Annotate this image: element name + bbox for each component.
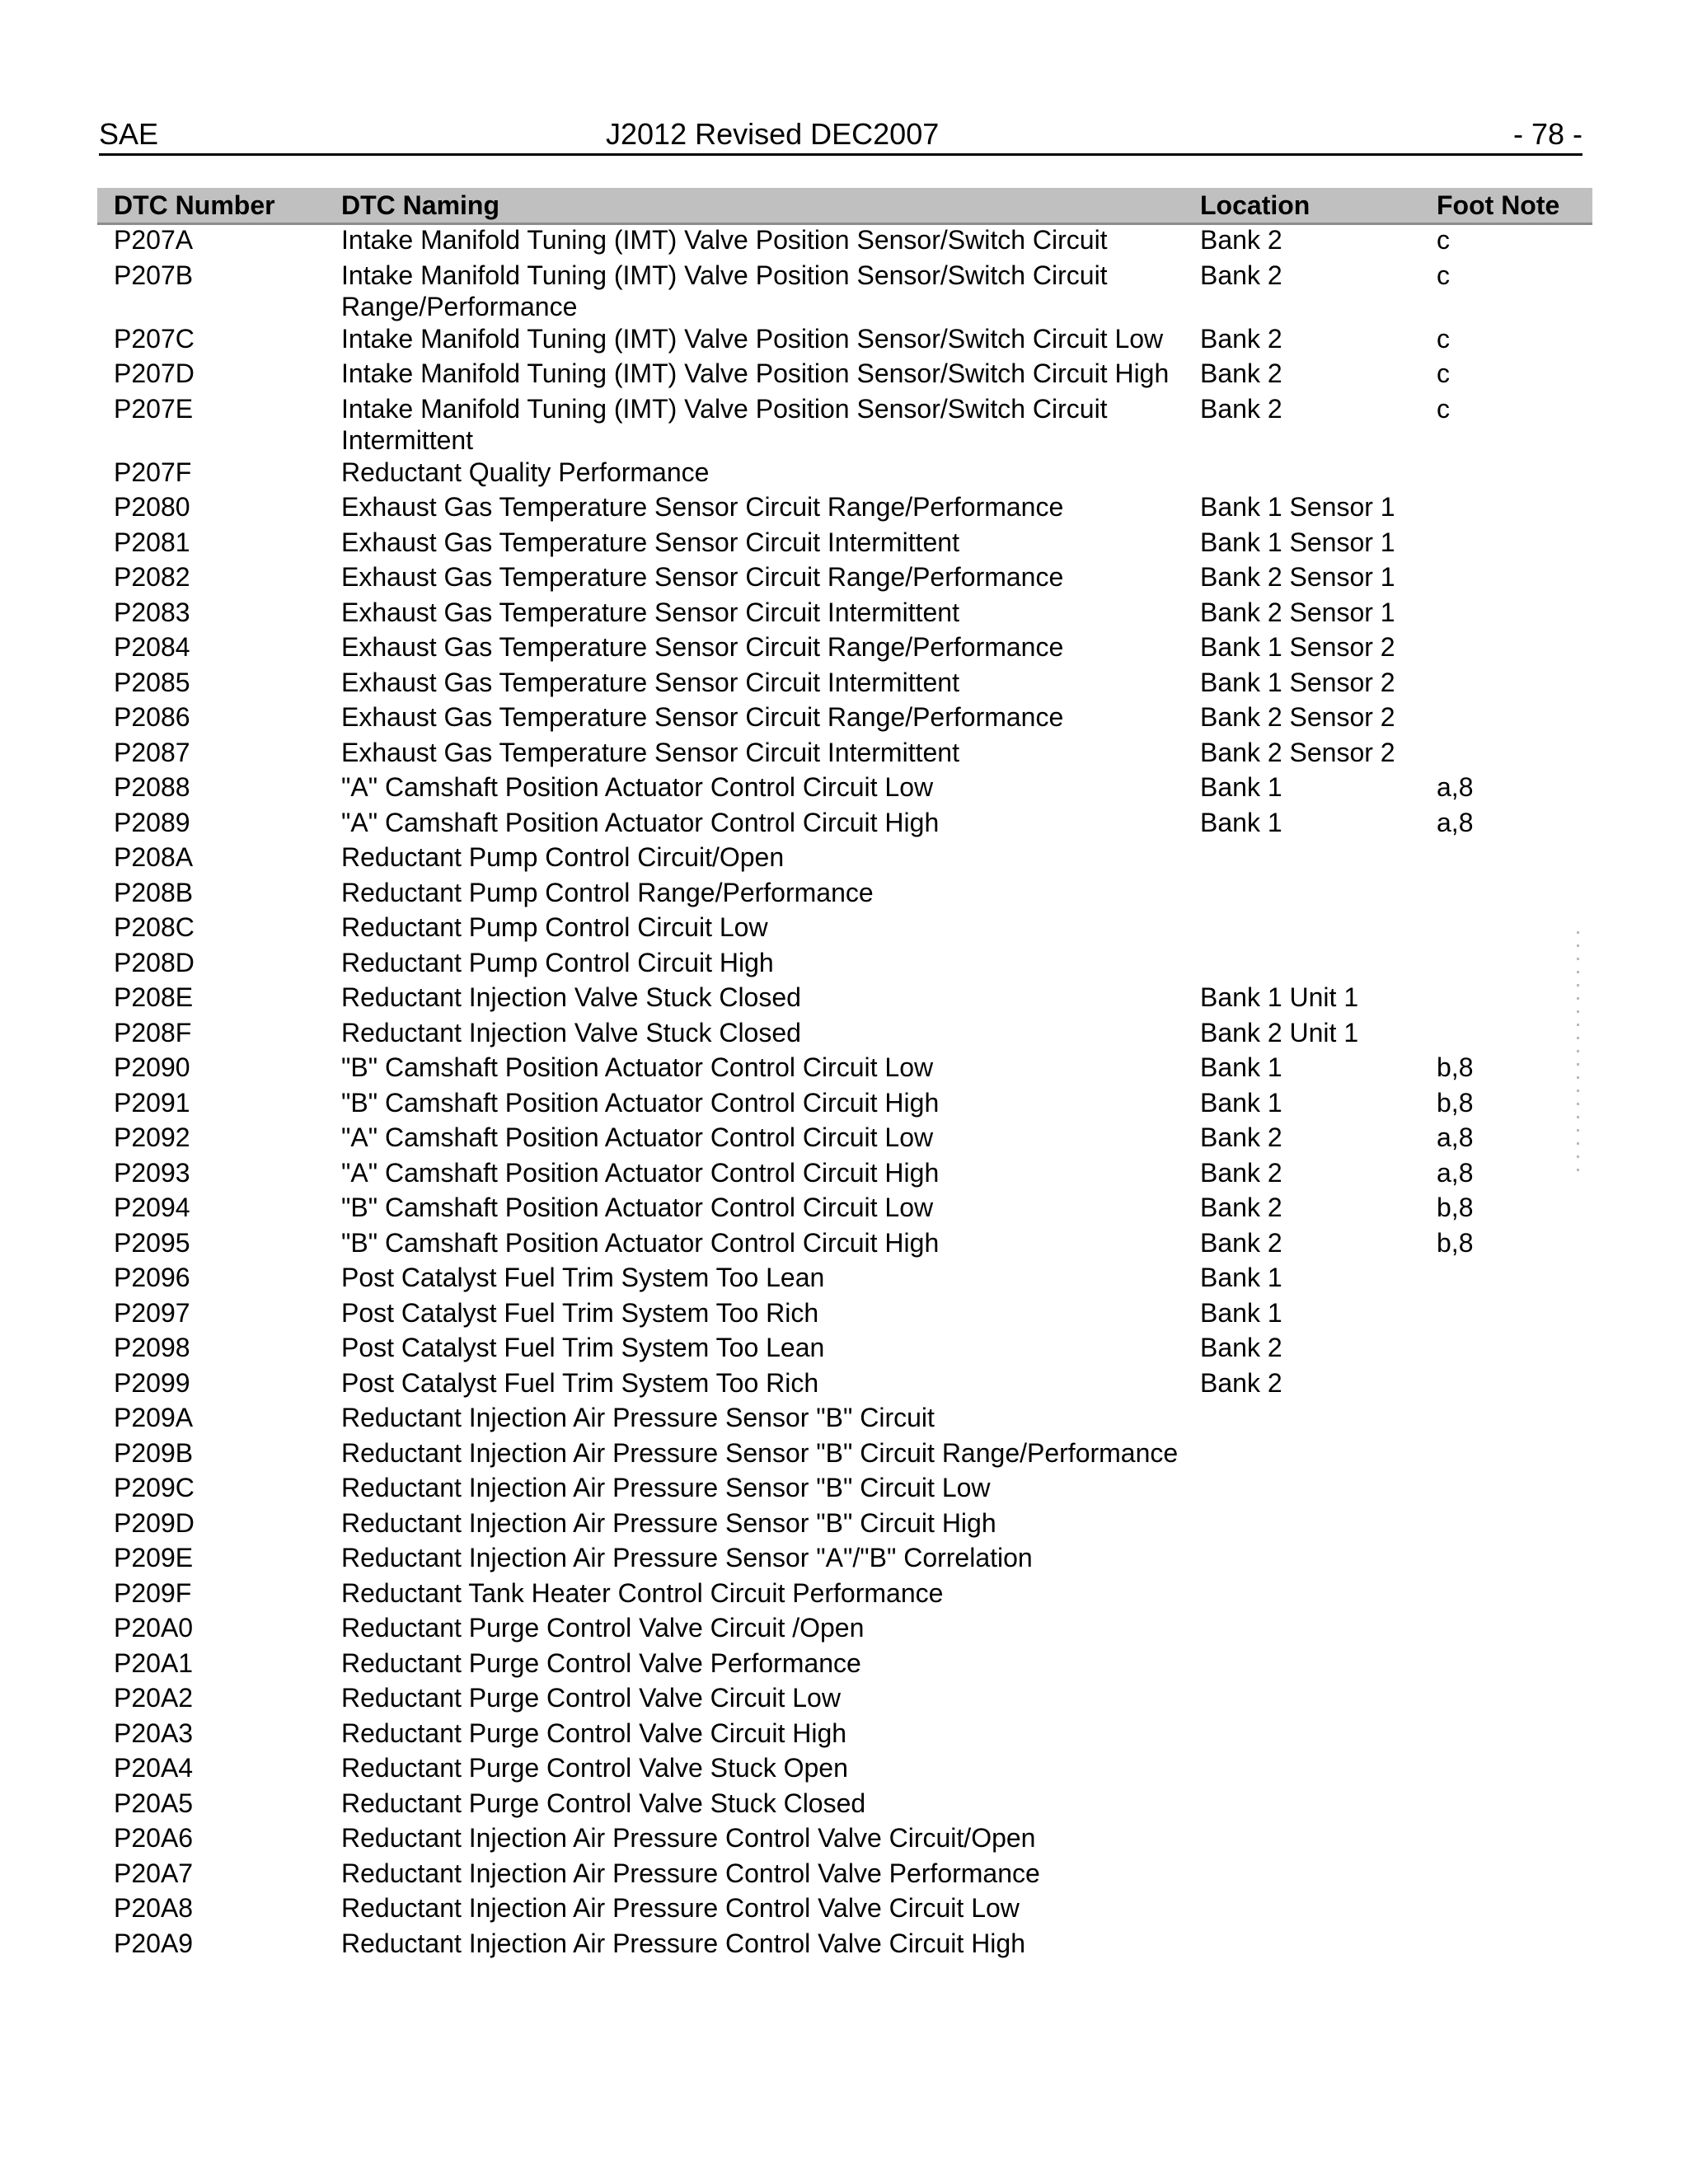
dtc-name: Reductant Injection Valve Stuck Closed: [341, 982, 801, 1012]
dtc-location: Bank 1 Sensor 1: [1200, 492, 1395, 522]
table-row: [97, 1788, 1592, 1823]
dtc-location: Bank 1 Sensor 1: [1200, 527, 1395, 557]
dtc-name: Post Catalyst Fuel Trim System Too Lean: [341, 1333, 825, 1362]
table-row: [97, 1577, 1592, 1613]
dtc-location: Bank 2 Sensor 1: [1200, 597, 1395, 627]
dtc-name: Reductant Injection Valve Stuck Closed: [341, 1017, 801, 1047]
dtc-location: Bank 2 Sensor 2: [1200, 702, 1395, 732]
dtc-code: P20A5: [114, 1788, 194, 1818]
dtc-footnote: c: [1437, 393, 1450, 424]
dtc-name: "A" Camshaft Position Actuator Control Circuit Low: [341, 1122, 934, 1152]
dtc-name: "B" Camshaft Position Actuator Control Circuit High: [341, 1087, 940, 1118]
table-row: [97, 1647, 1592, 1683]
dtc-code: P207C: [114, 323, 195, 354]
dtc-location: Bank 2: [1200, 225, 1282, 255]
dtc-name: Reductant Injection Air Pressure Sensor "B" Circuit Range/Performance: [341, 1437, 1179, 1468]
dtc-code: P2089: [114, 807, 190, 837]
dtc-code: P208E: [114, 982, 194, 1012]
dtc-name: Exhaust Gas Temperature Sensor Circuit Range/Performance: [341, 702, 1064, 732]
dtc-name: Reductant Tank Heater Control Circuit Performance: [341, 1577, 944, 1608]
table-row: [97, 1367, 1592, 1403]
table-row: [97, 701, 1592, 737]
dtc-location: Bank 1: [1200, 1263, 1282, 1292]
dtc-location: Bank 2: [1200, 1157, 1282, 1188]
dtc-name: Post Catalyst Fuel Trim System Too Rich: [341, 1297, 819, 1328]
dtc-code: P209E: [114, 1543, 194, 1572]
dtc-footnote: b,8: [1437, 1052, 1474, 1082]
dtc-footnote: b,8: [1437, 1193, 1474, 1222]
dtc-code: P209B: [114, 1437, 194, 1468]
table-row: [97, 1087, 1592, 1122]
dtc-footnote: a,8: [1437, 772, 1474, 802]
table-row: [97, 982, 1592, 1017]
table-row: [97, 1157, 1592, 1193]
table-row: [97, 1822, 1592, 1858]
dtc-code: P2086: [114, 702, 190, 732]
dtc-code: P2084: [114, 632, 190, 662]
dtc-name: Intake Manifold Tuning (IMT) Valve Position Sensor/Switch Circuit: [341, 225, 1108, 255]
dtc-footnote: c: [1437, 323, 1450, 354]
dtc-name: Reductant Purge Control Valve Circuit Low: [341, 1683, 841, 1713]
table-row: [97, 1542, 1592, 1577]
dtc-code: P20A8: [114, 1893, 194, 1923]
table-row: [97, 737, 1592, 772]
table-row: [97, 393, 1592, 457]
dtc-code: P2093: [114, 1157, 190, 1188]
table-row: [97, 527, 1592, 562]
dtc-location: Bank 2: [1200, 393, 1282, 424]
dtc-code: P208D: [114, 947, 195, 977]
dtc-name: Exhaust Gas Temperature Sensor Circuit Intermittent: [341, 667, 959, 697]
dtc-code: P2088: [114, 772, 190, 802]
table-row: [97, 1227, 1592, 1263]
dtc-code: P207A: [114, 225, 194, 255]
dtc-code: P2087: [114, 737, 190, 767]
dtc-name: "A" Camshaft Position Actuator Control Circuit High: [341, 807, 940, 837]
dtc-name: Reductant Injection Air Pressure Control Valve Circuit Low: [341, 1893, 1020, 1923]
column-header-location: Location: [1200, 190, 1311, 220]
dtc-code: P20A1: [114, 1647, 194, 1678]
dtc-name: Reductant Injection Air Pressure Sensor "B" Circuit: [341, 1403, 935, 1432]
dtc-code: P2081: [114, 527, 190, 557]
dtc-name: "B" Camshaft Position Actuator Control Circuit Low: [341, 1052, 934, 1082]
table-row: [97, 1262, 1592, 1297]
dtc-code: P207E: [114, 393, 194, 424]
dtc-code: P2095: [114, 1227, 190, 1258]
dtc-name: Reductant Purge Control Valve Circuit High: [341, 1718, 847, 1748]
dtc-code: P2094: [114, 1193, 190, 1222]
dtc-name: Reductant Injection Air Pressure Control Valve Circuit High: [341, 1928, 1025, 1958]
dtc-location: Bank 1 Sensor 2: [1200, 632, 1395, 662]
table-row: [97, 260, 1592, 323]
dtc-code: P207B: [114, 260, 194, 290]
dtc-name: Reductant Pump Control Range/Performance: [341, 877, 874, 907]
table-row: [97, 912, 1592, 947]
dtc-name: Reductant Pump Control Circuit Low: [341, 912, 768, 942]
dtc-code: P20A6: [114, 1823, 194, 1853]
dtc-name: Exhaust Gas Temperature Sensor Circuit Range/Performance: [341, 492, 1064, 522]
dtc-location: Bank 1: [1200, 772, 1282, 802]
table-row: [97, 1332, 1592, 1367]
column-header-foot-note: Foot Note: [1437, 190, 1560, 220]
table-row: [97, 877, 1592, 912]
dtc-code: P2092: [114, 1122, 190, 1152]
dtc-name: Reductant Injection Air Pressure Sensor "B" Circuit Low: [341, 1473, 991, 1502]
dtc-location: Bank 1: [1200, 1087, 1282, 1118]
dtc-code: P209A: [114, 1403, 194, 1432]
dtc-footnote: a,8: [1437, 807, 1474, 837]
dtc-location: Bank 2 Sensor 2: [1200, 737, 1395, 767]
dtc-code: P20A3: [114, 1718, 194, 1748]
dtc-name: Reductant Purge Control Valve Stuck Open: [341, 1753, 848, 1783]
dtc-name: Reductant Purge Control Valve Stuck Closed: [341, 1788, 866, 1818]
page-header: [99, 115, 1582, 156]
table-row: [97, 1682, 1592, 1718]
dtc-name: Reductant Pump Control Circuit High: [341, 947, 774, 977]
dtc-name: "B" Camshaft Position Actuator Control Circuit High: [341, 1227, 940, 1258]
dtc-code: P2082: [114, 562, 190, 592]
dtc-location: Bank 2 Sensor 1: [1200, 562, 1395, 592]
dtc-location: Bank 1: [1200, 1052, 1282, 1082]
table-row: [97, 491, 1592, 527]
dtc-name: Exhaust Gas Temperature Sensor Circuit Range/Performance: [341, 632, 1064, 662]
header-page-number: - 78 -: [1512, 117, 1582, 151]
dtc-name: Exhaust Gas Temperature Sensor Circuit Intermittent: [341, 597, 959, 627]
dtc-location: Bank 2 Unit 1: [1200, 1017, 1359, 1047]
dtc-code: P2096: [114, 1263, 190, 1292]
table-row: [97, 1017, 1592, 1052]
table-row: [97, 358, 1592, 393]
dtc-name: Reductant Injection Air Pressure Sensor "A"/"B" Correlation: [341, 1543, 1033, 1572]
dtc-code: P207F: [114, 457, 192, 487]
dtc-code: P2097: [114, 1297, 190, 1328]
table-row: [97, 1402, 1592, 1437]
dtc-name: Post Catalyst Fuel Trim System Too Lean: [341, 1263, 825, 1292]
dtc-footnote: a,8: [1437, 1157, 1474, 1188]
dtc-location: Bank 2: [1200, 260, 1282, 290]
dtc-code: P207D: [114, 359, 195, 388]
dtc-code: P20A7: [114, 1858, 194, 1888]
dtc-code: P209C: [114, 1473, 195, 1502]
dtc-name: Exhaust Gas Temperature Sensor Circuit Intermittent: [341, 527, 959, 557]
dtc-name: Reductant Purge Control Valve Performance: [341, 1647, 861, 1678]
dtc-name: Reductant Quality Performance: [341, 457, 710, 487]
dtc-name: Reductant Injection Air Pressure Control Valve Circuit/Open: [341, 1823, 1036, 1853]
dtc-code: P208F: [114, 1017, 192, 1047]
dtc-code: P2080: [114, 492, 190, 522]
table-header: [97, 188, 1592, 225]
dtc-name: "A" Camshaft Position Actuator Control Circuit Low: [341, 772, 934, 802]
dtc-code: P208C: [114, 912, 195, 942]
dtc-location: Bank 2: [1200, 1193, 1282, 1222]
dtc-location: Bank 1: [1200, 1297, 1282, 1328]
table-row: [97, 1472, 1592, 1507]
table-row: [97, 667, 1592, 702]
dtc-name: Reductant Injection Air Pressure Control Valve Performance: [341, 1858, 1040, 1888]
table-row: [97, 807, 1592, 842]
dtc-code: P20A0: [114, 1613, 194, 1643]
table-row: [97, 561, 1592, 597]
dtc-code: P208A: [114, 842, 194, 872]
table-row: [97, 841, 1592, 877]
dtc-location: Bank 2: [1200, 1333, 1282, 1362]
dtc-location: Bank 1: [1200, 807, 1282, 837]
dtc-code: P2090: [114, 1052, 190, 1082]
table-row: [97, 224, 1592, 260]
dtc-location: Bank 2: [1200, 1227, 1282, 1258]
table-row: [97, 1858, 1592, 1893]
dtc-footnote: c: [1437, 225, 1450, 255]
dtc-code: P208B: [114, 877, 194, 907]
dtc-location: Bank 2: [1200, 359, 1282, 388]
table-row: [97, 1718, 1592, 1753]
header-organization: SAE: [99, 117, 159, 151]
table-row: [97, 1928, 1592, 1963]
margin-marks: [1577, 931, 1579, 1179]
dtc-name: Post Catalyst Fuel Trim System Too Rich: [341, 1367, 819, 1398]
dtc-code: P2099: [114, 1367, 190, 1398]
dtc-footnote: c: [1437, 260, 1450, 290]
dtc-code: P20A2: [114, 1683, 194, 1713]
dtc-name: Intake Manifold Tuning (IMT) Valve Position Sensor/Switch Circuit Low: [341, 323, 1164, 354]
table-row: [97, 597, 1592, 632]
dtc-table-body: [97, 224, 1592, 1962]
dtc-name: "B" Camshaft Position Actuator Control Circuit Low: [341, 1193, 934, 1222]
dtc-footnote: a,8: [1437, 1122, 1474, 1152]
dtc-footnote: c: [1437, 359, 1450, 388]
dtc-code: P2085: [114, 667, 190, 697]
table-row: [97, 631, 1592, 667]
dtc-location: Bank 2: [1200, 1122, 1282, 1152]
header-document-id: J2012 Revised DEC2007: [606, 117, 940, 151]
dtc-code: P209F: [114, 1577, 192, 1608]
dtc-name: Reductant Injection Air Pressure Sensor "B" Circuit High: [341, 1507, 996, 1538]
dtc-name: Intake Manifold Tuning (IMT) Valve Position Sensor/Switch Circuit Range/Performance: [341, 260, 1108, 321]
dtc-name: Exhaust Gas Temperature Sensor Circuit Range/Performance: [341, 562, 1064, 592]
table-row: [97, 457, 1592, 492]
dtc-name: Intake Manifold Tuning (IMT) Valve Position Sensor/Switch Circuit Intermittent: [341, 393, 1108, 455]
table-row: [97, 947, 1592, 982]
table-row: [97, 1192, 1592, 1227]
dtc-code: P2091: [114, 1087, 190, 1118]
dtc-name: Exhaust Gas Temperature Sensor Circuit Intermittent: [341, 737, 959, 767]
table-row: [97, 1437, 1592, 1473]
dtc-name: "A" Camshaft Position Actuator Control Circuit High: [341, 1157, 940, 1188]
table-row: [97, 323, 1592, 359]
table-row: [97, 1752, 1592, 1788]
dtc-code: P209D: [114, 1507, 195, 1538]
dtc-name: Reductant Pump Control Circuit/Open: [341, 842, 785, 872]
dtc-location: Bank 1 Unit 1: [1200, 982, 1359, 1012]
dtc-footnote: b,8: [1437, 1087, 1474, 1118]
dtc-name: Intake Manifold Tuning (IMT) Valve Position Sensor/Switch Circuit High: [341, 359, 1170, 388]
dtc-code: P20A4: [114, 1753, 194, 1783]
table-row: [97, 771, 1592, 807]
table-row: [97, 1052, 1592, 1087]
dtc-code: P2083: [114, 597, 190, 627]
dtc-footnote: b,8: [1437, 1227, 1474, 1258]
dtc-location: Bank 1 Sensor 2: [1200, 667, 1395, 697]
dtc-code: P2098: [114, 1333, 190, 1362]
dtc-location: Bank 2: [1200, 1367, 1282, 1398]
dtc-location: Bank 2: [1200, 323, 1282, 354]
table-row: [97, 1297, 1592, 1333]
table-row: [97, 1122, 1592, 1157]
table-row: [97, 1892, 1592, 1928]
column-header-dtc-naming: DTC Naming: [341, 190, 499, 220]
column-header-dtc-number: DTC Number: [114, 190, 275, 220]
table-row: [97, 1612, 1592, 1647]
table-row: [97, 1507, 1592, 1543]
dtc-code: P20A9: [114, 1928, 194, 1958]
dtc-name: Reductant Purge Control Valve Circuit /Open: [341, 1613, 865, 1643]
